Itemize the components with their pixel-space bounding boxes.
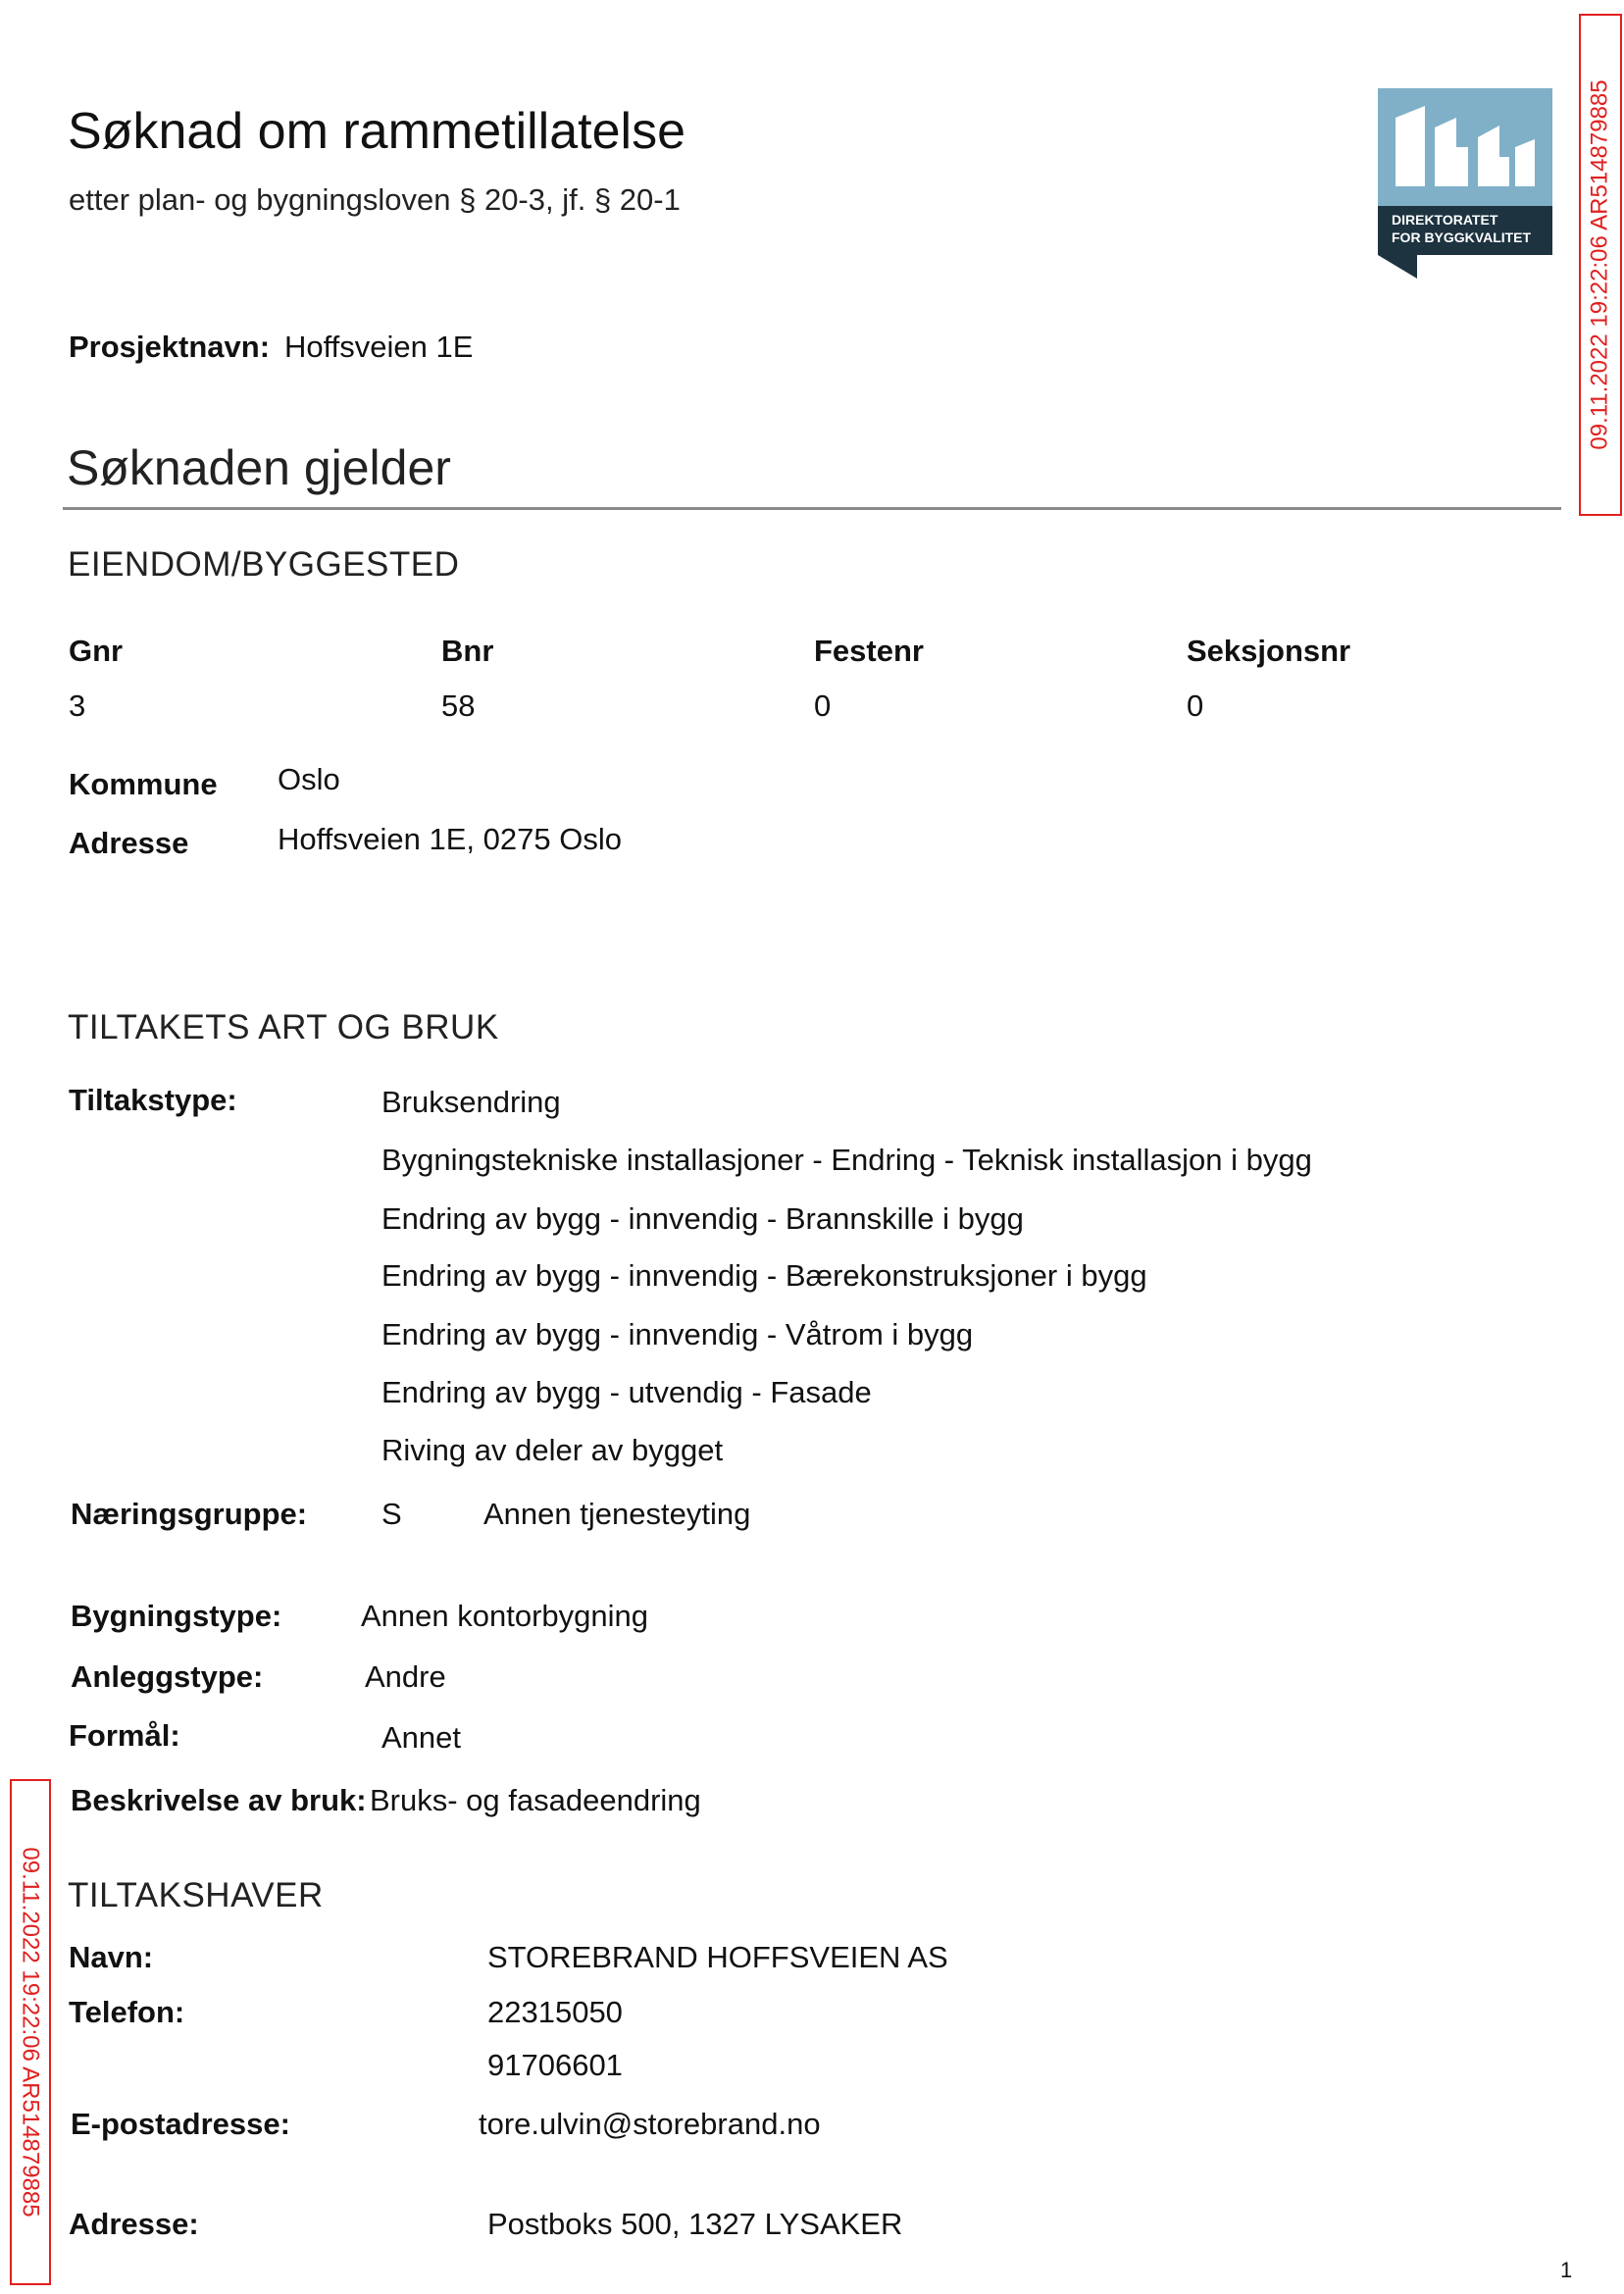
- stamp-text: 09.11.2022 19:22:06 AR514879885: [1587, 79, 1613, 450]
- beskrivelse-label: Beskrivelse av bruk:: [71, 1783, 367, 1817]
- seksjonsnr-label: Seksjonsnr: [1187, 634, 1351, 668]
- project-label: Prosjektnavn:: [69, 330, 271, 364]
- section-heading: Søknaden gjelder: [67, 440, 451, 495]
- beskrivelse-value: Bruks- og fasadeendring: [370, 1783, 701, 1817]
- formal-label: Formål:: [69, 1718, 180, 1753]
- section-divider: [63, 507, 1561, 510]
- epost-label: E-postadresse:: [71, 2107, 290, 2141]
- tiltakstype-label: Tiltakstype:: [69, 1083, 237, 1117]
- tiltakstype-item: Bruksendring: [381, 1085, 561, 1119]
- logo-line1: DIREKTORATET: [1392, 212, 1498, 228]
- document-title: Søknad om rammetillatelse: [68, 103, 685, 160]
- tiltakstype-item: Endring av bygg - innvendig - Våtrom i bygg: [381, 1317, 974, 1351]
- naeringsgruppe-value: Annen tjenesteyting: [483, 1497, 751, 1531]
- seksjonsnr-value: 0: [1187, 688, 1204, 723]
- dibk-logo: [1378, 88, 1552, 279]
- naeringsgruppe-code: S: [381, 1497, 402, 1531]
- bnr-label: Bnr: [441, 634, 494, 668]
- document-subtitle: etter plan- og bygningsloven § 20-3, jf. § 20-1: [69, 182, 681, 217]
- festenr-label: Festenr: [814, 634, 924, 668]
- anleggstype-value: Andre: [365, 1659, 446, 1694]
- kommune-value: Oslo: [278, 762, 340, 796]
- formal-value: Annet: [381, 1720, 462, 1755]
- measure-heading: TILTAKETS ART OG BRUK: [68, 1008, 499, 1046]
- tiltakstype-item: Riving av deler av bygget: [381, 1433, 724, 1467]
- property-heading: EIENDOM/BYGGESTED: [68, 545, 460, 584]
- epost-value: tore.ulvin@storebrand.no: [479, 2107, 821, 2141]
- tiltakstype-item: Endring av bygg - utvendig - Fasade: [381, 1375, 872, 1409]
- kommune-label: Kommune: [69, 767, 218, 801]
- gnr-label: Gnr: [69, 634, 124, 668]
- telefon-value: 22315050: [487, 1995, 623, 2029]
- logo-line2: FOR BYGGKVALITET: [1392, 229, 1532, 245]
- timestamp-stamp-left: [10, 1779, 51, 2285]
- telefon-value: 91706601: [487, 2048, 623, 2082]
- stamp-text: 09.11.2022 19:22:06 AR514879885: [18, 1847, 44, 2218]
- telefon-label: Telefon:: [69, 1995, 185, 2029]
- bygningstype-label: Bygningstype:: [71, 1599, 282, 1633]
- adresse-label: Adresse: [69, 826, 189, 860]
- anleggstype-label: Anleggstype:: [71, 1659, 264, 1694]
- tiltakstype-item: Bygningstekniske installasjoner - Endring - Teknisk installasjon i bygg: [381, 1143, 1312, 1177]
- adresse-applicant-label: Adresse:: [69, 2207, 199, 2241]
- bygningstype-value: Annen kontorbygning: [361, 1599, 649, 1633]
- adresse-applicant-value: Postboks 500, 1327 LYSAKER: [487, 2207, 903, 2241]
- navn-label: Navn:: [69, 1940, 154, 1974]
- gnr-value: 3: [69, 688, 86, 723]
- timestamp-stamp-top: [1579, 14, 1622, 516]
- tiltakstype-item: Endring av bygg - innvendig - Bærekonstruksjoner i bygg: [381, 1258, 1147, 1293]
- bnr-value: 58: [441, 688, 476, 723]
- adresse-value: Hoffsveien 1E, 0275 Oslo: [278, 822, 622, 856]
- naeringsgruppe-label: Næringsgruppe:: [71, 1497, 308, 1531]
- project-value: Hoffsveien 1E: [284, 330, 474, 364]
- festenr-value: 0: [814, 688, 832, 723]
- page-number: 1: [1560, 2258, 1573, 2282]
- navn-value: STOREBRAND HOFFSVEIEN AS: [487, 1940, 948, 1974]
- applicant-heading: TILTAKSHAVER: [68, 1876, 324, 1914]
- tiltakstype-item: Endring av bygg - innvendig - Brannskille i bygg: [381, 1201, 1024, 1236]
